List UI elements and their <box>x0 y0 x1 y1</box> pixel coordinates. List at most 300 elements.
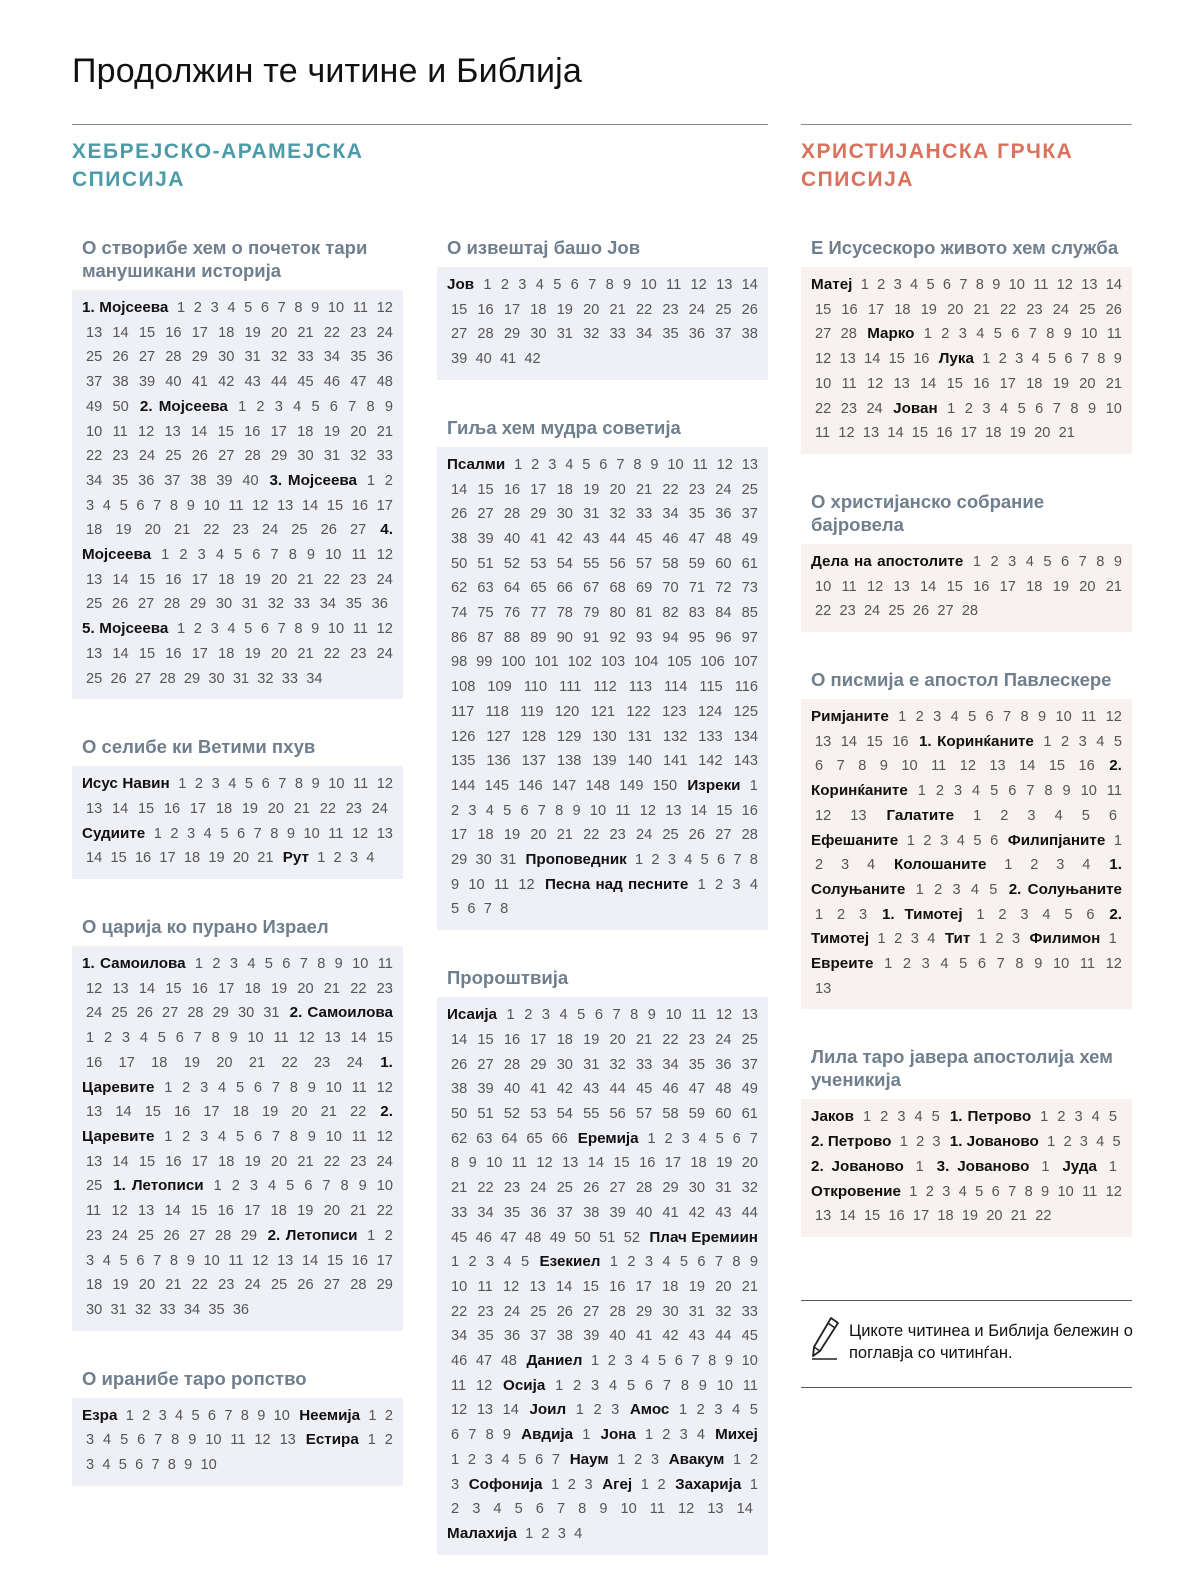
chapter-number: 24 <box>346 1054 363 1071</box>
book-name: 1. Солуњаните <box>811 856 1122 898</box>
chapter-number: 22 <box>281 1054 298 1071</box>
chapter-number: 44 <box>715 1328 732 1345</box>
chapter-number: 24 <box>376 324 393 341</box>
chapter-number: 14 <box>1105 277 1122 293</box>
chapter-number: 2 <box>212 956 221 973</box>
book-name: Рут <box>282 849 309 867</box>
chapter-number: 5 <box>157 1030 166 1047</box>
chapter-number: 8 <box>630 1007 639 1024</box>
chapter-number: 28 <box>503 1056 521 1073</box>
book-name: Јоил <box>529 1401 567 1419</box>
section-title: О писмија е апостол Павлескере <box>811 669 1112 691</box>
chapter-number: 43 <box>715 1204 732 1221</box>
chapter-number: 14 <box>112 645 129 662</box>
chapter-number: 6 <box>304 1178 313 1195</box>
chapter-number: 29 <box>503 326 521 343</box>
chapter-number: 4 <box>732 1402 741 1419</box>
chapter-number: 24 <box>863 603 881 620</box>
book-name: Јуда <box>1062 1157 1097 1175</box>
chapter-number: 82 <box>662 605 679 622</box>
chapter-number: 14 <box>350 1030 367 1047</box>
book-entry <box>283 849 375 866</box>
chapter-number: 19 <box>244 571 261 588</box>
chapter-number: 5 <box>989 881 998 898</box>
chapter-number: 21 <box>323 980 341 997</box>
chapter-number: 3 <box>644 1254 653 1271</box>
chapter-number: 36 <box>376 349 393 366</box>
chapter-number: 24 <box>376 1153 393 1170</box>
chapter-number: 11 <box>511 1155 527 1172</box>
chapter-number: 5 <box>679 1254 688 1271</box>
chapter-number: 20 <box>741 1155 758 1172</box>
book-entry <box>937 1158 1058 1175</box>
reading-section <box>72 915 403 1331</box>
chapter-number: 47 <box>475 1353 493 1370</box>
book-name: Колошаните <box>894 856 987 874</box>
chapter-number: 26 <box>583 1180 600 1197</box>
chapter-number: 2 <box>384 1432 393 1449</box>
chapter-number: 11 <box>328 825 344 842</box>
book-entry <box>602 1476 670 1493</box>
chapter-number: 35 <box>503 1204 521 1221</box>
chapter-number: 7 <box>322 1178 331 1195</box>
chapter-number: 12 <box>451 1402 468 1419</box>
chapter-number: 35 <box>662 326 679 343</box>
chapter-number: 8 <box>1046 326 1055 343</box>
chapter-number: 9 <box>358 1178 367 1195</box>
chapter-number: 5 <box>577 1007 586 1024</box>
chapter-number: 26 <box>136 1005 153 1022</box>
chapter-number: 56 <box>609 555 626 572</box>
book-name: Захарија <box>675 1475 742 1493</box>
chapter-number: 10 <box>1057 1183 1074 1200</box>
chapter-number: 3 <box>921 956 930 973</box>
book-name: Даниел <box>526 1352 583 1370</box>
chapter-number: 21 <box>297 571 314 588</box>
chapter-number: 12 <box>111 1203 128 1220</box>
chapter-number: 4 <box>267 1178 277 1195</box>
chapter-number: 119 <box>520 703 544 720</box>
chapter-number: 33 <box>297 349 314 366</box>
chapter-number: 58 <box>662 555 679 572</box>
chapter-number: 57 <box>635 555 653 572</box>
chapter-number: 1 <box>213 1178 222 1195</box>
chapter-number: 46 <box>662 1081 679 1098</box>
chapter-number: 25 <box>86 670 103 687</box>
book-name: Јован <box>893 399 938 417</box>
chapter-number: 66 <box>551 1130 568 1147</box>
chapter-number: 14 <box>112 324 129 341</box>
chapter-number: 3 <box>910 931 919 948</box>
chapter-number: 17 <box>376 1252 393 1269</box>
chapter-number: 11 <box>742 1377 758 1394</box>
chapter-number: 41 <box>635 1328 653 1345</box>
chapter-number: 48 <box>376 374 393 391</box>
chapter-number: 28 <box>503 506 521 523</box>
chapter-number: 45 <box>297 374 314 391</box>
chapter-number: 23 <box>662 301 679 318</box>
reading-section <box>437 416 768 930</box>
chapter-number: 24 <box>715 481 732 498</box>
chapter-number: 8 <box>1097 351 1106 368</box>
chapter-number: 26 <box>741 301 758 318</box>
chapter-number: 20 <box>1034 425 1051 442</box>
chapter-number: 1 <box>1108 1158 1117 1175</box>
chapter-number: 10 <box>325 1128 342 1145</box>
chapter-number: 4 <box>228 776 237 793</box>
chapter-number: 5 <box>119 497 128 514</box>
chapter-number: 2 <box>923 832 932 849</box>
chapter-number: 23 <box>376 980 393 997</box>
chapter-number: 12 <box>518 876 535 893</box>
chapter-number: 1 <box>609 1254 618 1271</box>
chapter-number: 30 <box>297 448 314 465</box>
chapter-number: 17 <box>867 301 885 318</box>
chapter-number: 6 <box>1064 351 1073 368</box>
chapter-number: 15 <box>1048 758 1066 775</box>
book-name: Песна над песните <box>544 875 689 893</box>
chapter-number: 10 <box>1008 277 1025 293</box>
chapter-number: 11 <box>230 1432 246 1449</box>
chapter-number: 20 <box>138 1277 156 1294</box>
book-name: 2. Солуњаните <box>1008 880 1122 898</box>
chapter-number: 3 <box>210 621 219 638</box>
book-name: 1. Летописи <box>113 1177 204 1195</box>
chapter-number: 30 <box>662 1303 679 1320</box>
chapter-number: 19 <box>920 301 937 318</box>
chapter-number: 16 <box>973 578 990 595</box>
chapter-number: 140 <box>627 753 652 770</box>
chapter-number: 3 <box>933 709 942 726</box>
chapter-number: 14 <box>736 1501 753 1518</box>
chapter-number: 2 <box>451 802 460 819</box>
chapter-number: 39 <box>477 530 494 547</box>
chapter-number: 1 <box>898 709 907 726</box>
chapter-number: 6 <box>815 758 824 775</box>
book-name: Судиите <box>82 824 146 842</box>
chapter-number: 17 <box>189 800 207 817</box>
book-name: Тит <box>944 930 971 948</box>
chapter-number: 20 <box>583 301 600 318</box>
chapter-number: 1 <box>909 1183 918 1200</box>
chapter-number: 6 <box>260 300 269 316</box>
chapter-number: 28 <box>477 326 494 343</box>
chapter-number: 9 <box>186 497 195 514</box>
chapter-number: 13 <box>741 456 758 473</box>
chapter-number: 15 <box>888 351 905 368</box>
chapter-number: 11 <box>477 1278 493 1295</box>
book-entry <box>82 620 393 686</box>
chapter-number: 66 <box>556 580 573 597</box>
chapter-number: 3 <box>86 1252 95 1269</box>
chapter-number: 33 <box>609 326 626 343</box>
chapter-number: 117 <box>451 703 475 720</box>
chapter-number: 13 <box>716 277 733 293</box>
chapter-number: 5 <box>749 1402 758 1419</box>
chapter-number: 16 <box>1078 758 1095 775</box>
chapter-number: 19 <box>244 324 261 341</box>
chapter-number: 6 <box>535 1451 544 1468</box>
chapter-number: 15 <box>716 802 733 819</box>
chapter-number: 125 <box>733 703 758 720</box>
chapter-number: 3 <box>86 497 95 514</box>
chapter-number: 5 <box>993 326 1002 343</box>
chapter-number: 7 <box>1052 400 1061 417</box>
chapter-number: 13 <box>893 578 910 595</box>
chapter-number: 1 <box>368 1407 377 1424</box>
chapter-number: 4 <box>102 1457 111 1474</box>
chapter-number: 30 <box>237 1005 255 1022</box>
chapter-number: 87 <box>477 629 494 646</box>
chapter-number: 8 <box>1070 400 1079 417</box>
chapter-number: 23 <box>503 1180 521 1197</box>
chapter-number: 32 <box>270 349 288 366</box>
book-entry <box>887 807 1117 824</box>
chapter-number: 102 <box>567 654 592 671</box>
chapter-number: 31 <box>263 1005 280 1022</box>
chapter-number: 33 <box>376 448 393 465</box>
chapter-number: 15 <box>138 645 156 662</box>
chapter-number: 2 <box>182 1079 191 1096</box>
chapter-number: 138 <box>556 753 582 770</box>
chapter-number: 7 <box>277 300 286 316</box>
chapter-number: 8 <box>1024 1183 1033 1200</box>
chapter-number: 28 <box>350 1277 367 1294</box>
chapter-number: 5 <box>553 277 562 293</box>
chapter-number: 2 <box>567 1476 576 1493</box>
chapter-number: 9 <box>599 1501 608 1518</box>
chapter-number: 29 <box>183 670 201 687</box>
chapter-number: 9 <box>992 277 1001 293</box>
chapter-number: 15 <box>376 1030 393 1047</box>
chapter-number: 3 <box>897 1109 906 1126</box>
chapter-number: 3 <box>121 1030 130 1047</box>
chapter-number: 2 <box>714 876 724 893</box>
chapter-number: 19 <box>183 1054 200 1071</box>
chapter-number: 52 <box>503 1105 521 1122</box>
book-entry <box>529 1401 624 1418</box>
chapter-number: 5 <box>235 1128 245 1145</box>
chapter-number: 3 <box>624 1353 633 1370</box>
reading-section <box>72 1367 403 1486</box>
chapter-number: 15 <box>217 423 234 440</box>
book-entry <box>601 1426 711 1443</box>
chapter-number: 31 <box>556 326 573 343</box>
chapter-number: 12 <box>137 423 155 440</box>
chapter-number: 26 <box>297 1277 314 1294</box>
chapter-number: 75 <box>477 605 494 622</box>
book-entry <box>447 276 758 367</box>
chapter-number: 14 <box>920 375 937 392</box>
chapter-number: 44 <box>609 1081 626 1098</box>
chapter-number: 10 <box>273 1407 290 1424</box>
chapter-number: 3 <box>210 300 219 316</box>
chapter-number: 12 <box>298 1030 315 1047</box>
chapter-number: 30 <box>530 326 547 343</box>
chapter-number: 11 <box>1106 783 1122 800</box>
chapter-number: 14 <box>191 423 208 440</box>
chapter-number: 28 <box>163 596 181 613</box>
chapter-number: 12 <box>1056 277 1073 293</box>
chapter-number: 5 <box>118 1457 127 1474</box>
chapter-number: 8 <box>294 776 304 793</box>
chapter-number: 29 <box>212 1005 229 1022</box>
chapter-number: 18 <box>556 1031 573 1048</box>
chapter-number: 20 <box>270 324 288 341</box>
chapter-number: 1 <box>178 776 187 793</box>
chapter-number: 6 <box>175 1030 184 1047</box>
chapter-number: 8 <box>1020 709 1029 726</box>
chapter-number: 1 <box>815 906 824 923</box>
chapter-number: 10 <box>203 497 220 514</box>
chapter-number: 7 <box>1078 553 1087 570</box>
chapter-number: 4 <box>102 1252 111 1269</box>
chapter-number: 21 <box>741 1278 758 1295</box>
chapter-number: 13 <box>562 1155 579 1172</box>
chapter-number: 6 <box>644 1377 654 1394</box>
chapter-number: 1 <box>733 1451 742 1468</box>
chapter-number: 15 <box>477 481 494 498</box>
chapter-number: 35 <box>350 349 367 366</box>
chapter-number: 4 <box>972 783 981 800</box>
chapter-number: 22 <box>191 1277 208 1294</box>
chapter-number: 35 <box>688 1056 706 1073</box>
chapter-number: 34 <box>662 506 679 523</box>
book-name: Амос <box>629 1401 670 1419</box>
chapter-number: 22 <box>323 324 341 341</box>
chapter-number: 16 <box>841 301 858 318</box>
chapter-number: 25 <box>741 481 758 498</box>
chapter-number: 18 <box>86 522 103 539</box>
chapter-number: 13 <box>815 980 832 997</box>
chapter-number: 2 <box>664 1130 673 1147</box>
chapter-number: 3 <box>484 1451 493 1468</box>
chapter-number: 1 <box>978 931 987 948</box>
chapter-number: 12 <box>1105 956 1122 973</box>
chapter-number: 23 <box>112 448 129 465</box>
chapter-number: 2 <box>880 1109 889 1126</box>
chapter-number: 7 <box>588 277 597 293</box>
chapter-number: 21 <box>635 481 653 498</box>
chapter-number: 22 <box>86 448 103 465</box>
chapter-number: 2 <box>193 300 202 316</box>
reading-section <box>801 236 1132 454</box>
chapter-number: 5 <box>975 1183 984 1200</box>
chapter-number: 4 <box>565 456 574 473</box>
chapter-number: 4 <box>501 1451 510 1468</box>
chapter-number: 12 <box>376 1128 393 1145</box>
chapter-number: 8 <box>680 1377 689 1394</box>
chapter-number: 8 <box>1015 956 1024 973</box>
chapter-number: 10 <box>1105 400 1122 417</box>
chapter-number: 18 <box>477 827 494 844</box>
chapter-number: 6 <box>732 1130 741 1147</box>
book-name: Јаков <box>811 1108 854 1126</box>
divider-hebrew <box>72 124 768 125</box>
chapter-number: 71 <box>688 580 706 597</box>
chapter-number: 6 <box>977 956 987 973</box>
chapter-number: 10 <box>1081 326 1098 343</box>
book-entry <box>469 1476 597 1493</box>
book-name: Езекиел <box>539 1253 601 1271</box>
chapter-number: 17 <box>664 1155 681 1172</box>
chapter-number: 39 <box>451 351 468 368</box>
chapter-number: 30 <box>688 1180 706 1197</box>
chapter-number: 55 <box>583 1105 600 1122</box>
chapter-number: 14 <box>164 1203 181 1220</box>
chapter-number: 15 <box>582 1278 599 1295</box>
book-list <box>801 267 1132 454</box>
chapter-number: 20 <box>715 1278 732 1295</box>
chapter-number: 11 <box>352 300 368 316</box>
chapter-number: 2 <box>607 1353 616 1370</box>
chapter-number: 12 <box>376 1079 393 1096</box>
chapter-number: 8 <box>1044 783 1053 800</box>
chapter-number: 29 <box>376 1277 393 1294</box>
chapter-number: 4 <box>139 1030 148 1047</box>
chapter-number: 10 <box>303 825 320 842</box>
chapter-number: 2 <box>749 1451 758 1468</box>
chapter-number: 9 <box>572 802 581 819</box>
chapter-number: 16 <box>244 423 261 440</box>
chapter-number: 36 <box>715 1056 732 1073</box>
chapter-number: 7 <box>277 621 286 638</box>
section-title: Лила таро јавера апостолија хем ученикија <box>811 1046 1113 1091</box>
chapter-number: 6 <box>520 802 529 819</box>
chapter-number: 18 <box>183 850 201 867</box>
pencil-icon <box>809 1315 841 1361</box>
chapter-number: 7 <box>348 398 357 415</box>
chapter-number: 23 <box>218 1277 235 1294</box>
chapter-number: 10 <box>205 1432 222 1449</box>
chapter-number: 3 <box>229 956 238 973</box>
chapter-number: 40 <box>609 1328 626 1345</box>
chapter-number: 13 <box>277 1252 294 1269</box>
reading-section <box>801 668 1132 1009</box>
chapter-number: 7 <box>278 776 287 793</box>
chapter-number: 63 <box>476 1130 493 1147</box>
chapter-number: 11 <box>1033 277 1049 293</box>
chapter-number: 12 <box>252 497 269 514</box>
chapter-number: 39 <box>216 472 233 489</box>
chapter-number: 74 <box>451 605 468 622</box>
chapter-number: 6 <box>599 456 608 473</box>
chapter-number: 11 <box>615 802 631 819</box>
reading-section <box>72 735 403 879</box>
chapter-number: 25 <box>1079 301 1096 318</box>
chapter-number: 2 <box>935 783 944 800</box>
chapter-number: 14 <box>138 980 156 997</box>
chapter-number: 13 <box>86 324 103 341</box>
chapter-number: 5 <box>451 901 460 918</box>
chapter-number: 39 <box>583 1328 600 1345</box>
reading-section <box>801 1045 1132 1237</box>
chapter-number: 1 <box>749 1476 758 1493</box>
chapter-number: 4 <box>103 1432 112 1449</box>
chapter-number: 7 <box>1026 783 1035 800</box>
book-list <box>437 267 768 380</box>
chapter-number: 148 <box>585 777 610 794</box>
chapter-number: 19 <box>112 1277 129 1294</box>
chapter-number: 50 <box>451 1105 468 1122</box>
chapter-number: 10 <box>1055 709 1072 726</box>
book-name: 1. Мојсеева <box>82 299 169 316</box>
chapter-number: 19 <box>503 827 521 844</box>
chapter-number: 13 <box>376 825 393 842</box>
book-name: 1. Јованово <box>949 1133 1039 1151</box>
chapter-number: 12 <box>351 825 369 842</box>
chapter-number: 23 <box>350 1153 367 1170</box>
